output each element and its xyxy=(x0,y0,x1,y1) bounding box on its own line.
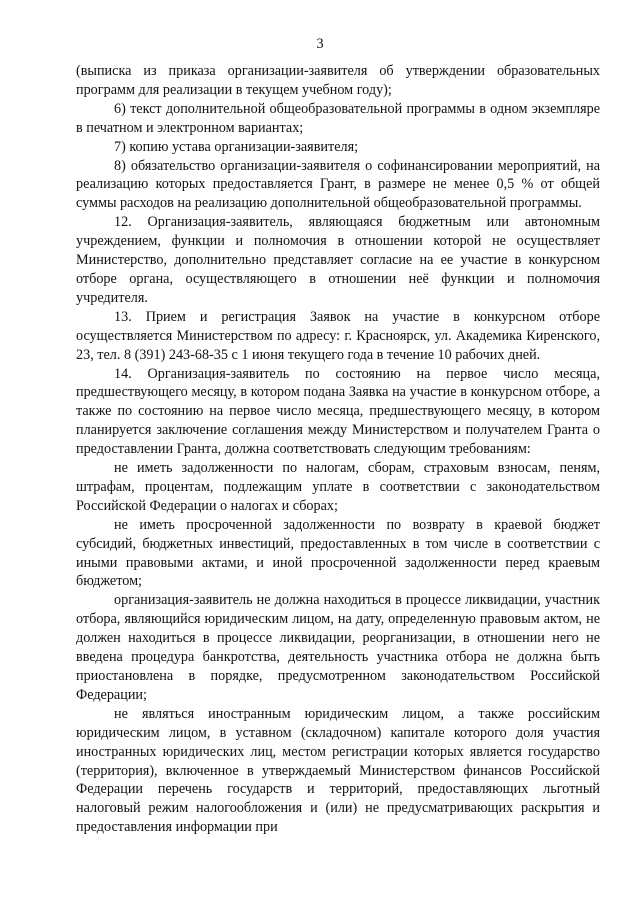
document-body xyxy=(76,62,600,837)
clause-12: 12. Организация-заявитель, являющаяся бюджетным или автономным учреждением, функции и полномочия в отношении которой не осуществляет Министерство, дополнительно представляет согласие на ее участие в конкурсном отборе органа, осуществляющего в отношении неё функции и полномочия учредителя. xyxy=(76,214,600,306)
list-item-8: 8) обязательство организации-заявителя о софинансировании мероприятий, на реализацию которых предоставляется Грант, в размере не менее 0,5 % от общей суммы расходов на реализацию дополнительной общеобразовательной программы. xyxy=(76,157,600,212)
clause-14: 14. Организация-заявитель по состоянию на первое число месяца, предшествующего месяцу, в котором подана Заявка на участие в конкурсном отборе, а также по состоянию на первое число месяца, предшествующего месяцу, в котором планируется заключение соглашения между Министерством и получателем Гранта о предоставлении Гранта, должна соответствовать следующим требованиям: xyxy=(76,365,600,458)
requirement-overdue-debt: не иметь просроченной задолженности по возврату в краевой бюджет субсидий, бюджетных инвестиций, предоставленных в том числе в соответствии с иными правовыми актами, и иной просроченной задолженности перед краевым бюджетом; xyxy=(76,516,600,590)
requirement-taxes: не иметь задолженности по налогам, сборам, страховым взносам, пеням, штрафам, процентам, подлежащим уплате в соответствии с законодательством Российской Федерации о налогах и сборах; xyxy=(76,460,600,514)
paragraph-continuation: (выписка из приказа организации-заявителя об утверждении образовательных программ для реализации в текущем учебном году); xyxy=(76,63,600,98)
requirement-liquidation: организация-заявитель не должна находиться в процессе ликвидации, участник отбора, являющийся юридическим лицом, на дату, определенную правовым актом, не должен находиться в процессе ликвидации, реорганизации, в отношении него не введена процедура банкротства, деятельность участника отбора не должна быть приостановлена в порядке, предусмотренном законодательством Российской Федерации; xyxy=(76,592,600,703)
page-number: 3 xyxy=(316,36,324,52)
list-item-7: 7) копию устава организации-заявителя; xyxy=(114,138,359,155)
requirement-foreign-entity: не являться иностранным юридическим лицом, а также российским юридическим лицом, в уставном (складочном) капитале которого доля участия иностранных юридических лиц, местом регистрации которых является государство (территория), включенное в утверждаемый Министерством финансов Российской Федерации перечень государств и территорий, предоставляющих льготный налоговый режим налогообложения и (или) не предусматривающих раскрытия и предоставления информации при xyxy=(76,705,600,836)
list-item-6: 6) текст дополнительной общеобразовательной программы в одном экземпляре в печатном и электронном вариантах; xyxy=(76,100,600,136)
clause-13: 13. Прием и регистрация Заявок на участие в конкурсном отборе осуществляется Министерством по адресу: г. Красноярск, ул. Академика Киренского, 23, тел. 8 (391) 243-68-35 с 1 июня текущего года в течение 10 рабочих дней. xyxy=(76,308,600,363)
